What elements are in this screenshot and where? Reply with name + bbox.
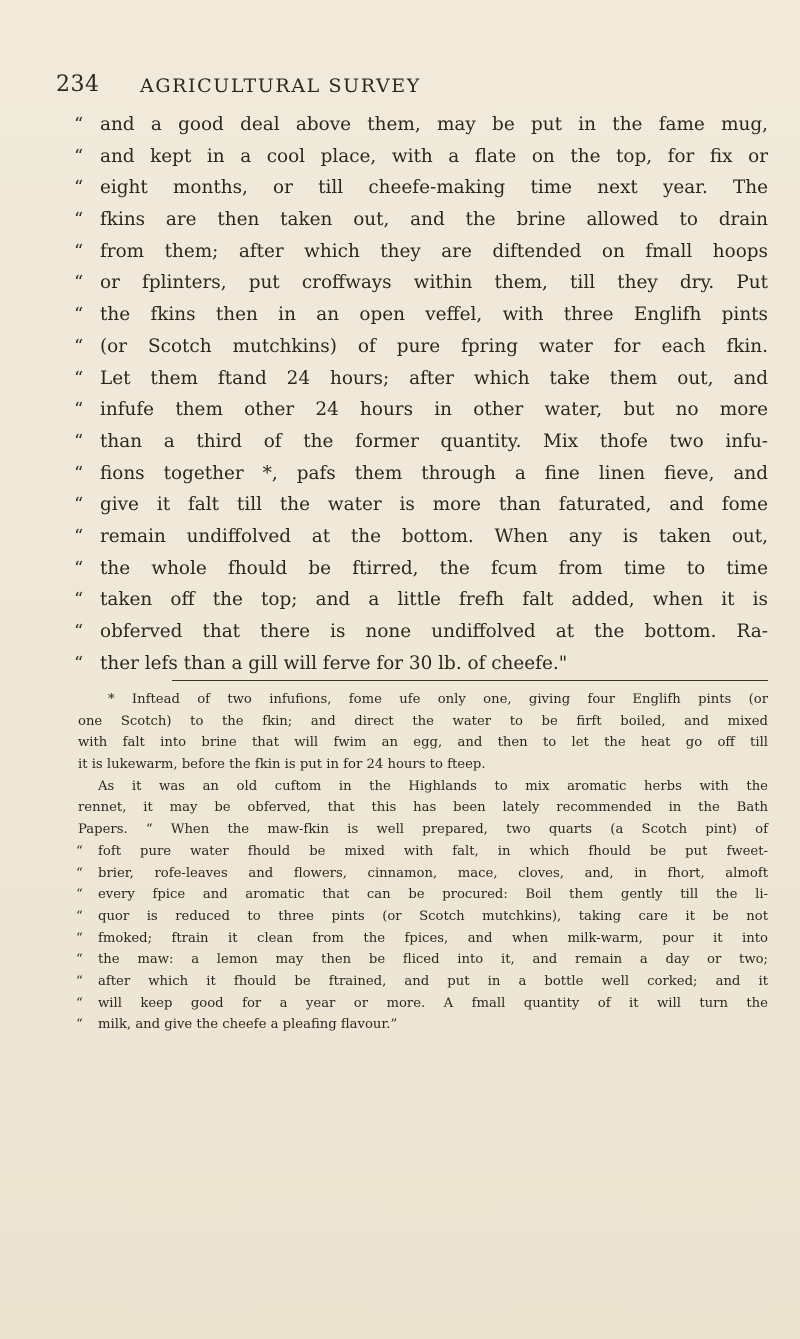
quote-mark: “ xyxy=(74,494,84,516)
quote-mark: “ xyxy=(76,843,83,859)
quote-mark: “ xyxy=(74,335,84,357)
quote-mark: “ xyxy=(74,304,84,326)
footnote-line: “ quor is reduced to three pints (or Scotch mutchkins), taking care it be not xyxy=(78,906,768,928)
footnote-line: As it was an old cuftom in the Highlands to mix aromatic herbs with the xyxy=(98,778,768,794)
text-line: “ and kept in a cool place, with a flate on the top, for fix or xyxy=(78,141,768,173)
quote-mark: “ xyxy=(74,462,84,484)
quote-mark: “ xyxy=(74,399,84,421)
quote-mark: “ xyxy=(76,865,83,881)
text-line: “ the whole fhould be ftirred, the fcum from time to time xyxy=(78,553,768,585)
footnote-line: “ every fpice and aromatic that can be procured: Boil them gently till the li- xyxy=(78,884,768,906)
quote-mark: “ xyxy=(74,114,84,135)
quote-mark: “ xyxy=(74,177,84,199)
text-line: “ or fplinters, put croffways within them, till they dry. Put xyxy=(78,267,768,299)
text-line: “ than a third of the former quantity. Mix thofe two infu- xyxy=(78,426,768,458)
quote-mark: “ xyxy=(74,240,84,262)
text-line: “ Let them ftand 24 hours; after which take them out, and xyxy=(78,363,768,395)
quote-mark: “ xyxy=(74,525,84,547)
quote-mark: “ xyxy=(76,1017,83,1033)
quote-mark: “ xyxy=(76,973,83,989)
text-line: “ from them; after which they are diftended on fmall hoops xyxy=(78,236,768,268)
text-line: “ remain undiffolved at the bottom. When any is taken out, xyxy=(78,521,768,553)
footnote-divider xyxy=(172,680,768,681)
running-head: AGRICULTURAL SURVEY xyxy=(140,75,421,97)
footnote-line: with falt into brine that will fwim an egg, and then to let the heat go off till xyxy=(78,735,768,751)
footnote-line: one Scotch) to the fkin; and direct the water to be firft boiled, and mixed xyxy=(78,713,768,729)
footnote-line: * Inftead of two infufions, fome ufe only one, giving four Englifh pints (or xyxy=(108,692,768,707)
text-line: “ infufe them other 24 hours in other water, but no more xyxy=(78,394,768,426)
text-line: “ give it falt till the water is more than faturated, and fome xyxy=(78,489,768,521)
quote-mark: “ xyxy=(74,367,84,389)
footnote-line: “ brier, rofe-leaves and flowers, cinnamon, mace, cloves, and, in fhort, almoft xyxy=(78,863,768,885)
quote-mark: “ xyxy=(76,887,83,903)
footnote-line: “ will keep good for a year or more. A fmall quantity of it will turn the xyxy=(78,993,768,1015)
footnote-line: “ foft pure water fhould be mixed with falt, in which fhould be put fweet- xyxy=(78,841,768,863)
text-line: “ ther lefs than a gill will ferve for 30 lb. of cheefe." xyxy=(78,648,768,680)
quote-mark: “ xyxy=(76,908,83,924)
quote-mark: “ xyxy=(74,652,84,674)
footnote-line: “ milk, and give the cheefe a pleafing flavour.” xyxy=(78,1014,768,1036)
quote-mark: “ xyxy=(74,145,84,167)
quote-mark: “ xyxy=(76,952,83,968)
footnote xyxy=(78,689,768,1036)
text-line: “ and a good deal above them, may be put in the fame mug, xyxy=(78,109,768,141)
text-line: “ fions together *, pafs them through a fine linen fieve, and xyxy=(78,458,768,490)
page-header xyxy=(0,70,800,104)
footnote-line: “ after which it fhould be ftrained, and put in a bottle well corked; and it xyxy=(78,971,768,993)
quote-mark: “ xyxy=(76,995,83,1011)
footnote-line: “ fmoked; ftrain it clean from the fpices, and when milk-warm, pour it into xyxy=(78,928,768,950)
text-line: “ fkins are then taken out, and the brine allowed to drain xyxy=(78,204,768,236)
text-line: “ obferved that there is none undiffolved at the bottom. Ra- xyxy=(78,616,768,648)
quote-mark: “ xyxy=(76,930,83,946)
quote-mark: “ xyxy=(74,621,84,642)
quote-mark: “ xyxy=(74,589,84,611)
text-line: “ (or Scotch mutchkins) of pure fpring water for each fkin. xyxy=(78,331,768,363)
page-number: 234 xyxy=(56,72,100,97)
main-text xyxy=(74,109,768,679)
quote-mark: “ xyxy=(74,430,84,452)
text-line: “ eight months, or till cheefe-making time next year. The xyxy=(78,172,768,204)
footnote-line: it is lukewarm, before the fkin is put in for 24 hours to fteep. xyxy=(78,757,486,773)
footnote-line: “ the maw: a lemon may then be fliced into it, and remain a day or two; xyxy=(78,949,768,971)
footnote-line: rennet, it may be obferved, that this has been lately recommended in the Bath xyxy=(78,800,768,816)
quote-mark: “ xyxy=(74,272,84,294)
quote-mark: “ xyxy=(74,557,84,579)
footnote-line: Papers. “ When the maw-fkin is well prepared, two quarts (a Scotch pint) of xyxy=(78,822,768,838)
text-line: “ taken off the top; and a little frefh falt added, when it is xyxy=(78,584,768,616)
text-line: “ the fkins then in an open veffel, with three Englifh pints xyxy=(78,299,768,331)
quote-mark: “ xyxy=(74,209,84,231)
